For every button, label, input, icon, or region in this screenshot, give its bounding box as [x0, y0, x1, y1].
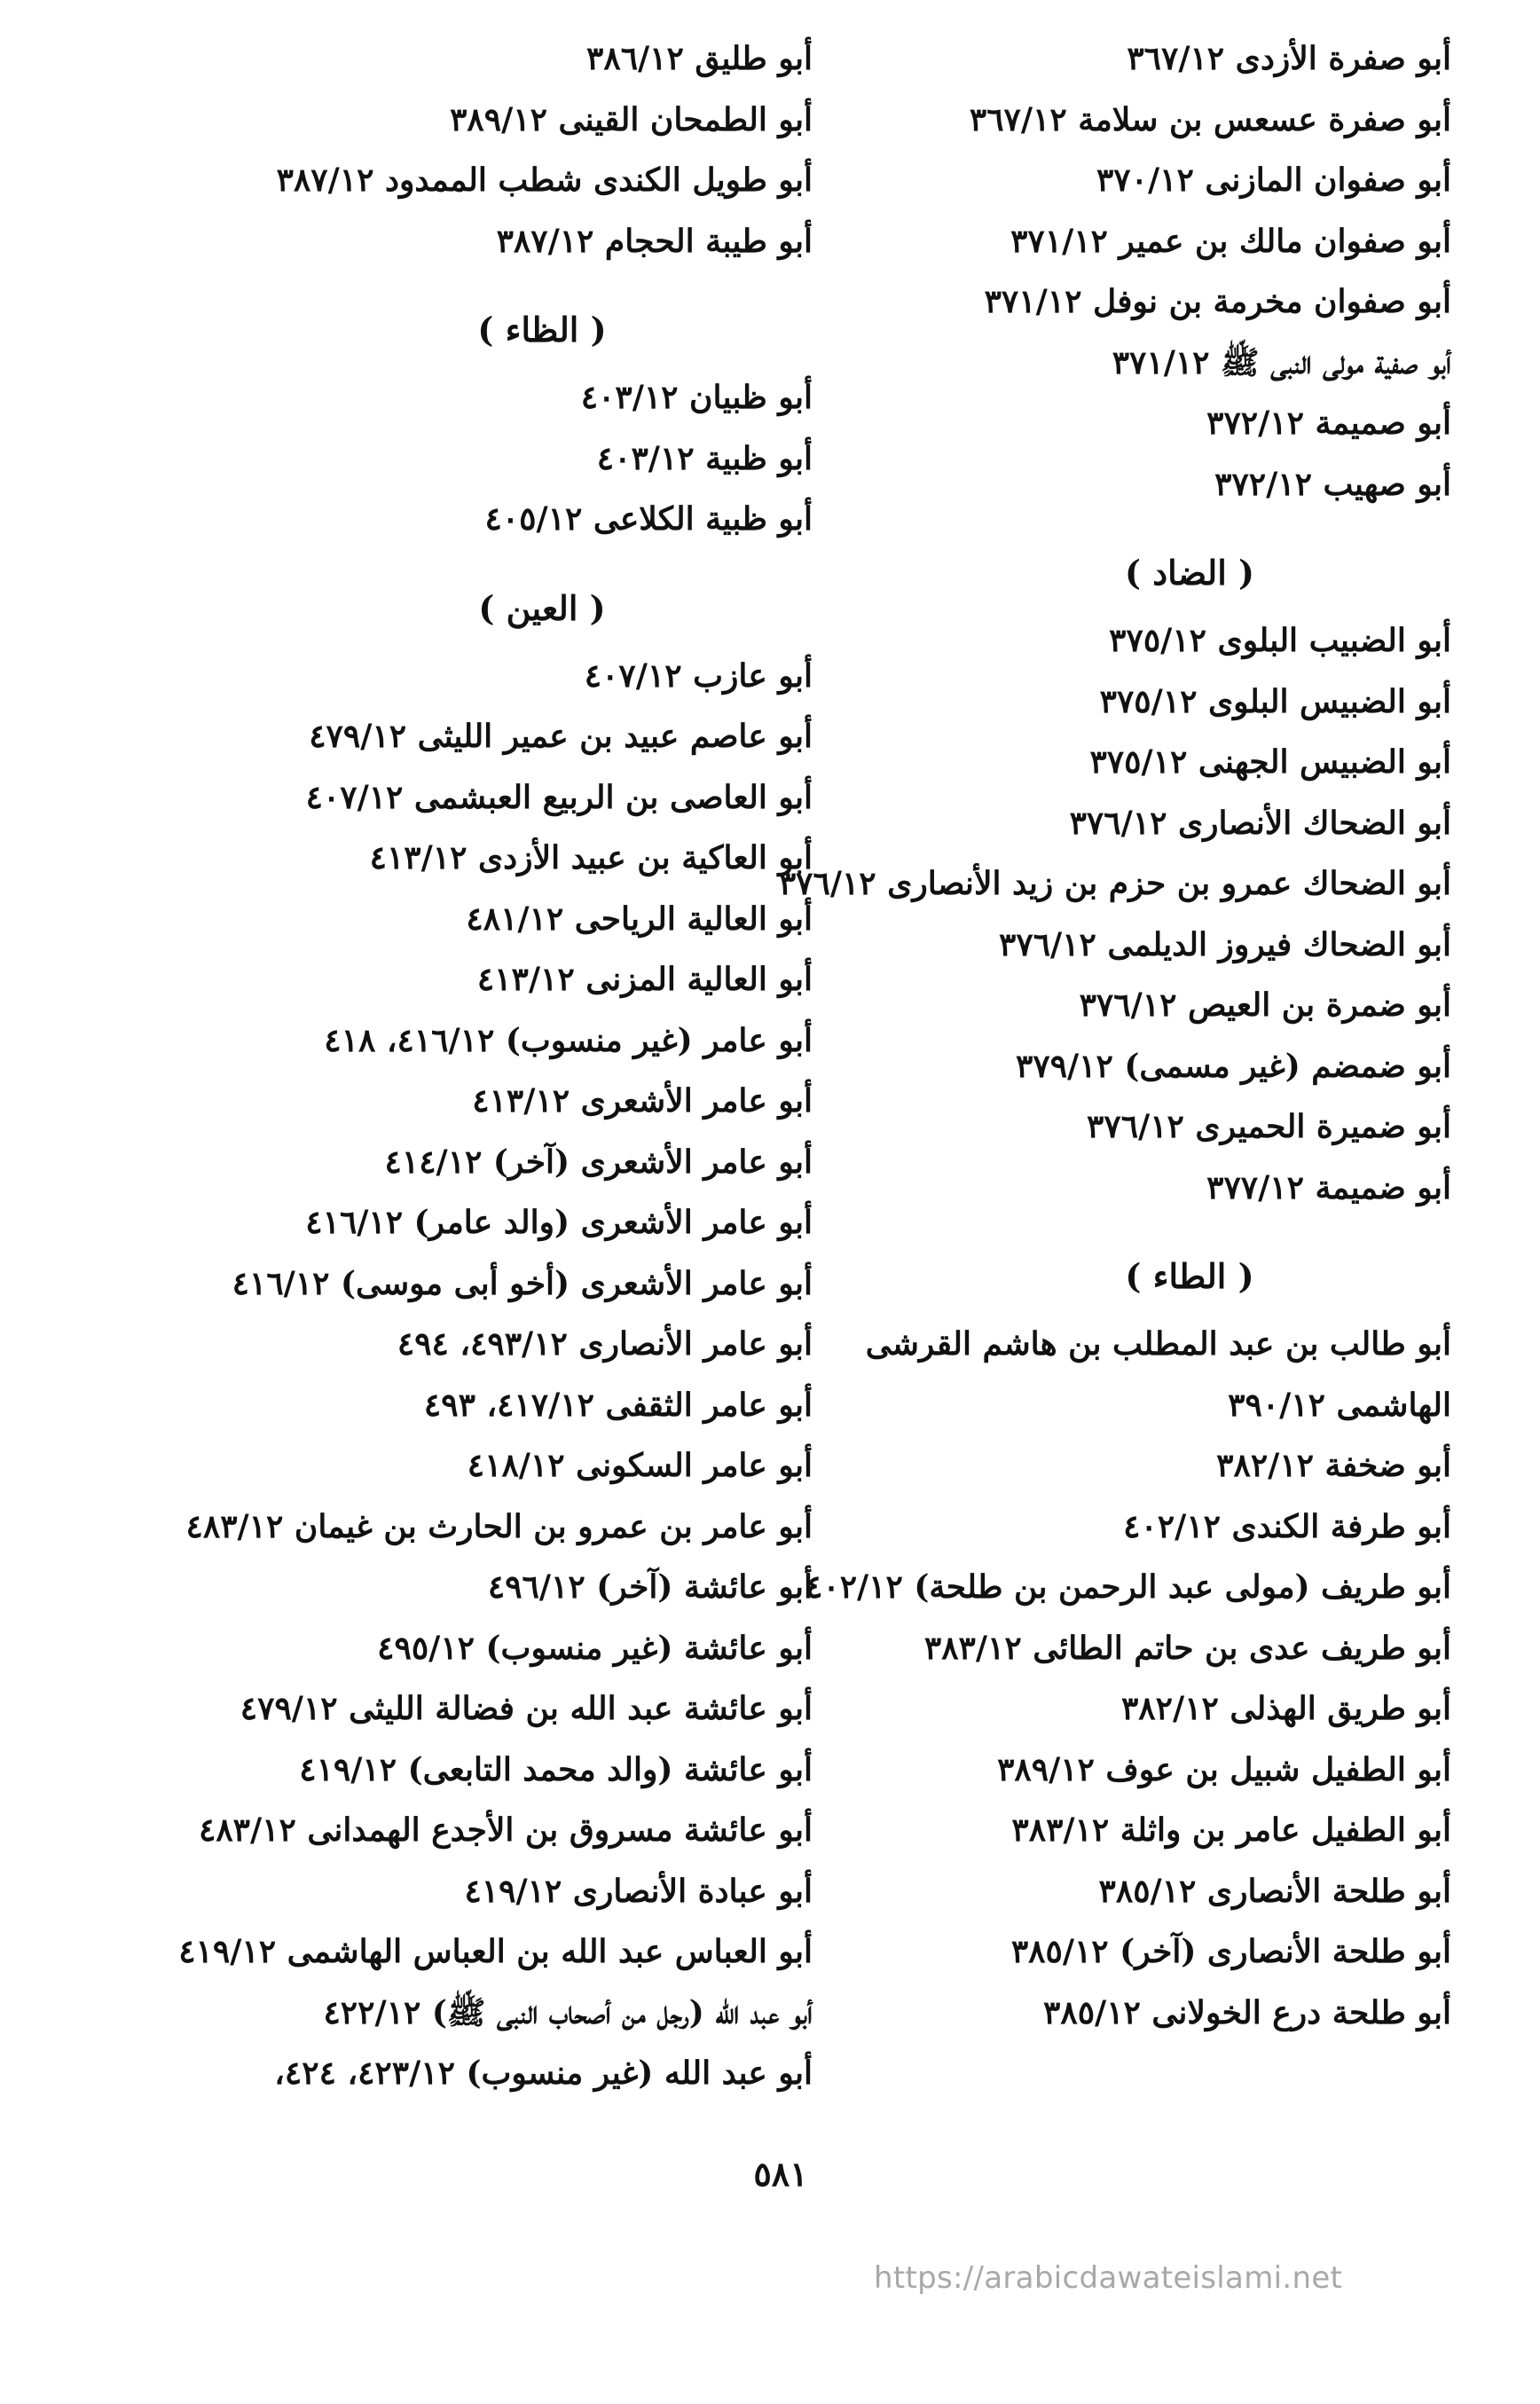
index-entry: أبو صفرة عسعس بن سلامة ٣٦٧/١٢	[969, 100, 1451, 138]
index-entry: أبو عائشة مسروق بن الأجدع الهمدانى ٤٨٣/١٢	[199, 1811, 813, 1849]
index-entry: أبو عامر الأشعرى (آخر) ٤١٤/١٢	[384, 1143, 813, 1181]
index-entry: أبو طريف (مولى عبد الرحمن بن طلحة) ٤٠٢/١٢	[805, 1568, 1451, 1606]
index-entry: أبو العاكية بن عبيد الأزدى ٤١٣/١٢	[369, 839, 813, 876]
index-entry: أبو طريق الهذلى ٣٨٢/١٢	[1120, 1690, 1451, 1727]
index-entry: أبو الضبيس الجهنى ٣٧٥/١٢	[1089, 743, 1451, 781]
index-entry: أبو الطمحان القينى ٣٨٩/١٢	[450, 100, 813, 138]
index-entry: أبو صهيب ٣٧٢/١٢	[1214, 465, 1451, 503]
index-entry: أبو صميمة ٣٧٢/١٢	[1206, 405, 1451, 442]
index-entry: أبو طليق ٣٨٦/١٢	[586, 40, 813, 77]
index-entry: أبو طيبة الحجام ٣٨٧/١٢	[496, 222, 813, 260]
index-entry: أبو عامر الثقفى ٤١٧/١٢، ٤٩٣	[423, 1386, 813, 1424]
index-entry: أبو العالية الرياحى ٤٨١/١٢	[466, 900, 813, 938]
index-entry: أبو ظبية الكلاعى ٤٠٥/١٢	[484, 500, 813, 538]
index-column-right	[777, 28, 1451, 2043]
index-entry: أبو الضحاك عمرو بن حزم بن زيد الأنصارى ٣٧٦/١٢	[778, 865, 1451, 902]
index-entry: أبو طرفة الكندى ٤٠٢/١٢	[1123, 1507, 1451, 1545]
index-entry: أبو عامر (غير منسوب) ٤١٦/١٢، ٤١٨	[324, 1021, 813, 1059]
index-entry: أبو صفوان المازنى ٣٧٠/١٢	[1096, 161, 1451, 199]
index-entry: أبو العباس عبد الله بن العباس الهاشمى ٤١٩/١٢	[178, 1933, 813, 1970]
index-entry: أبو صفوان مخرمة بن نوفل ٣٧١/١٢	[984, 283, 1451, 320]
index-entry: أبو عائشة (غير منسوب) ٤٩٥/١٢	[377, 1629, 813, 1667]
watermark: https://arabicdawateislami.net	[874, 2260, 1343, 2296]
index-entry: أبو عاصم عبيد بن عمير الليثى ٤٧٩/١٢	[309, 718, 813, 755]
index-entry: أبو عبادة الأنصارى ٤١٩/١٢	[464, 1872, 813, 1910]
index-entry: أبو الضبيب البلوى ٣٧٥/١٢	[1109, 622, 1451, 659]
index-entry: أبو ضمرة بن العيص ٣٧٦/١٢	[1079, 986, 1451, 1024]
index-entry: أبو عبد الله (رجل من أصحاب النبى ﷺ) ٤٢٢/١٢	[323, 1993, 813, 2031]
index-entry: أبو طلحة الأنصارى (آخر) ٣٨٥/١٢	[1010, 1933, 1451, 1970]
index-entry: أبو ضميمة ٣٧٧/١٢	[1206, 1168, 1451, 1206]
index-entry: أبو عازب ٤٠٧/١٢	[584, 656, 813, 695]
index-entry: أبو صفوان مالك بن عمير ٣٧١/١٢	[1010, 222, 1451, 260]
section-heading: ( الضاد )	[1124, 553, 1254, 593]
index-entry: أبو طلحة درع الخولانى ٣٨٥/١٢	[1043, 1993, 1451, 2031]
index-entry: أبو طالب بن عبد المطلب بن هاشم القرشى الهاشمى ٣٩٠/١٢	[865, 1325, 1451, 1424]
index-entry: أبو عامر بن عمرو بن الحارث بن غيمان ٤٨٣/١٢	[185, 1507, 813, 1545]
index-entry: أبو طلحة الأنصارى ٣٨٥/١٢	[1098, 1872, 1451, 1910]
index-entry: أبو الطفيل عامر بن واثلة ٣٨٣/١٢	[1011, 1811, 1451, 1849]
index-entry: أبو الضحاك الأنصارى ٣٧٦/١٢	[1069, 804, 1451, 842]
index-column-left	[174, 28, 813, 2104]
index-entry: أبو ضميرة الحميرى ٣٧٦/١٢	[1087, 1108, 1451, 1145]
index-entry: أبو الضبيس البلوى ٣٧٥/١٢	[1099, 682, 1451, 720]
page-number: ٥٨١	[753, 2154, 808, 2194]
index-entry: أبو عبد الله (غير منسوب) ٤٢٣/١٢، ٤٢٤،	[274, 2054, 813, 2092]
index-entry: أبو طويل الكندى شطب الممدود ٣٨٧/١٢	[276, 161, 813, 199]
section-heading: ( الطاء )	[1125, 1256, 1254, 1296]
index-entry: أبو عائشة (والد محمد التابعى) ٤١٩/١٢	[299, 1750, 813, 1788]
index-entry: أبو ضخفة ٣٨٢/١٢	[1216, 1447, 1451, 1484]
index-entry: أبو عامر الأشعرى (والد عامر) ٤١٦/١٢	[305, 1204, 813, 1241]
index-entry: أبو عامر السكونى ٤١٨/١٢	[467, 1447, 813, 1484]
index-entry: أبو العاصى بن الربيع العبشمى ٤٠٧/١٢	[305, 778, 813, 816]
index-entry: أبو طريف عدى بن حاتم الطائى ٣٨٣/١٢	[923, 1629, 1451, 1667]
section-heading: ( العين )	[478, 587, 606, 628]
index-entry: أبو عامر الأشعرى ٤١٣/١٢	[472, 1082, 813, 1120]
index-entry: أبو الطفيل شبيل بن عوف ٣٨٩/١٢	[997, 1750, 1451, 1788]
index-entry: أبو صفية مولى النبى ﷺ ٣٧١/١٢	[1112, 343, 1451, 381]
index-entry: أبو ضمضم (غير مسمى) ٣٧٩/١٢	[1016, 1047, 1451, 1085]
index-entry: أبو عامر الأنصارى ٤٩٣/١٢، ٤٩٤	[397, 1325, 813, 1363]
index-entry: أبو العالية المزنى ٤١٣/١٢	[476, 961, 813, 998]
index-entry: أبو عامر الأشعرى (أخو أبى موسى) ٤١٦/١٢	[232, 1264, 813, 1302]
index-entry: أبو الضحاك فيروز الديلمى ٣٧٦/١٢	[999, 925, 1451, 963]
index-entry: أبو صفرة الأزدى ٣٦٧/١٢	[1127, 40, 1451, 77]
section-heading: ( الظاء )	[477, 310, 607, 350]
index-entry: أبو ظبيان ٤٠٣/١٢	[580, 379, 813, 416]
index-entry: أبو عائشة عبد الله بن فضالة الليثى ٤٧٩/١٢	[240, 1690, 813, 1727]
index-entry: أبو ظبية ٤٠٣/١٢	[596, 439, 813, 477]
index-entry: أبو عائشة (آخر) ٤٩٦/١٢	[487, 1568, 813, 1606]
